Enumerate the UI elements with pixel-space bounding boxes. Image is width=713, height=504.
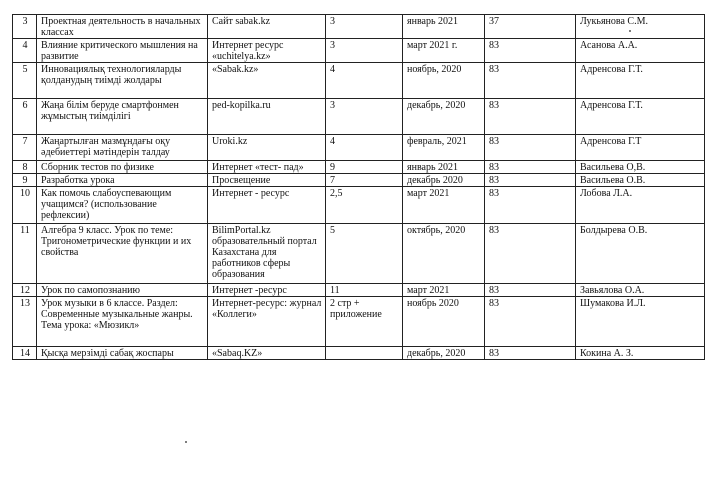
author-name: Васильева О.В. <box>576 174 705 187</box>
author-name: Лукьянова С.М. <box>576 15 705 39</box>
publication-source: Uroki.kz <box>208 135 326 161</box>
author-name: Адренсова Г.Т <box>576 135 705 161</box>
table-row <box>13 135 705 161</box>
table-row <box>13 224 705 284</box>
author-name: Завьялова О.А. <box>576 284 705 297</box>
publication-title: Жаңартылған мазмұндағы оқу әдебиеттері мәтіндерін талдау <box>37 135 208 161</box>
publication-source: ped-kopilka.ru <box>208 99 326 135</box>
page-count: 3 <box>326 99 403 135</box>
page-count: 11 <box>326 284 403 297</box>
publication-source: Интернет - ресурс <box>208 187 326 224</box>
row-number: 11 <box>13 224 37 284</box>
publication-date: декабрь, 2020 <box>403 99 485 135</box>
publication-date: декабрь 2020 <box>403 174 485 187</box>
publication-date: январь 2021 <box>403 15 485 39</box>
school-number: 83 <box>485 224 576 284</box>
table-row <box>13 297 705 347</box>
publication-title: Урок музыки в 6 классе. Раздел: Современные музыкальные жанры. Тема урока: «Мюзикл» <box>37 297 208 347</box>
publication-title: Урок по самопознанию <box>37 284 208 297</box>
table-row <box>13 39 705 63</box>
publication-source: Просвещение <box>208 174 326 187</box>
row-number: 9 <box>13 174 37 187</box>
publication-title: Алгебра 9 класс. Урок по теме: Тригонометрические функции и их свойства <box>37 224 208 284</box>
school-number: 83 <box>485 347 576 360</box>
row-number: 13 <box>13 297 37 347</box>
school-number: 83 <box>485 99 576 135</box>
publication-date: ноябрь, 2020 <box>403 63 485 99</box>
table-row <box>13 15 705 39</box>
school-number: 83 <box>485 284 576 297</box>
publication-title: Влияние критического мышления на развитие <box>37 39 208 63</box>
school-number: 83 <box>485 174 576 187</box>
publication-title: Жаңа білім беруде смартфонмен жұмыстың тиімділігі <box>37 99 208 135</box>
row-number: 4 <box>13 39 37 63</box>
row-number: 8 <box>13 161 37 174</box>
author-name: Адренсова Г.Т. <box>576 99 705 135</box>
publication-date: январь 2021 <box>403 161 485 174</box>
table-row <box>13 174 705 187</box>
publication-title: Қысқа мерзімді сабақ жоспары <box>37 347 208 360</box>
publication-source: Интернет -ресурс <box>208 284 326 297</box>
table-row <box>13 161 705 174</box>
scan-speck <box>629 30 631 32</box>
publication-title: Как помочь слабоуспевающим учащимся? (использование рефлексии) <box>37 187 208 224</box>
page-count: 4 <box>326 63 403 99</box>
table-row <box>13 99 705 135</box>
publication-date: ноябрь 2020 <box>403 297 485 347</box>
publication-title: Проектная деятельность в начальных классах <box>37 15 208 39</box>
publications-table <box>12 14 705 360</box>
author-name: Адренсова Г.Т. <box>576 63 705 99</box>
school-number: 83 <box>485 161 576 174</box>
publication-source: Интернет «тест- пад» <box>208 161 326 174</box>
page-count: 3 <box>326 15 403 39</box>
school-number: 83 <box>485 297 576 347</box>
publication-title: Разработка урока <box>37 174 208 187</box>
page-count: 9 <box>326 161 403 174</box>
page-count <box>326 347 403 360</box>
publication-source: BilimPortal.kz образовательный портал Казахстана для работников сферы образования <box>208 224 326 284</box>
publication-source: Сайт sabak.kz <box>208 15 326 39</box>
school-number: 83 <box>485 39 576 63</box>
page-count: 2 стр + приложение <box>326 297 403 347</box>
page-count: 7 <box>326 174 403 187</box>
table-body <box>13 15 705 360</box>
school-number: 83 <box>485 187 576 224</box>
row-number: 10 <box>13 187 37 224</box>
row-number: 7 <box>13 135 37 161</box>
row-number: 12 <box>13 284 37 297</box>
publication-source: Интернет-ресурс: журнал «Коллеги» <box>208 297 326 347</box>
scan-speck <box>185 441 187 443</box>
publication-date: март 2021 <box>403 187 485 224</box>
row-number: 6 <box>13 99 37 135</box>
publication-title: Инновациялық технологияларды қолданудың тиімді жолдары <box>37 63 208 99</box>
publication-source: «Sabak.kz» <box>208 63 326 99</box>
author-name: Лобова Л.А. <box>576 187 705 224</box>
page-count: 2,5 <box>326 187 403 224</box>
publication-source: Интернет ресурс «uchitelya.kz» <box>208 39 326 63</box>
publication-date: март 2021 г. <box>403 39 485 63</box>
publication-date: декабрь, 2020 <box>403 347 485 360</box>
table-row <box>13 347 705 360</box>
author-name: Асанова А.А. <box>576 39 705 63</box>
publication-title: Сборник тестов по физике <box>37 161 208 174</box>
page-count: 3 <box>326 39 403 63</box>
author-name: Васильева О,В. <box>576 161 705 174</box>
publication-date: март 2021 <box>403 284 485 297</box>
author-name: Болдырева О.В. <box>576 224 705 284</box>
publication-date: октябрь, 2020 <box>403 224 485 284</box>
page-count: 4 <box>326 135 403 161</box>
publication-date: февраль, 2021 <box>403 135 485 161</box>
school-number: 37 <box>485 15 576 39</box>
row-number: 5 <box>13 63 37 99</box>
row-number: 14 <box>13 347 37 360</box>
publication-source: «Sabaq.KZ» <box>208 347 326 360</box>
school-number: 83 <box>485 135 576 161</box>
author-name: Кокина А. З. <box>576 347 705 360</box>
table-row <box>13 187 705 224</box>
row-number: 3 <box>13 15 37 39</box>
table-row <box>13 63 705 99</box>
author-name: Шумакова И.Л. <box>576 297 705 347</box>
school-number: 83 <box>485 63 576 99</box>
page-count: 5 <box>326 224 403 284</box>
table-row <box>13 284 705 297</box>
